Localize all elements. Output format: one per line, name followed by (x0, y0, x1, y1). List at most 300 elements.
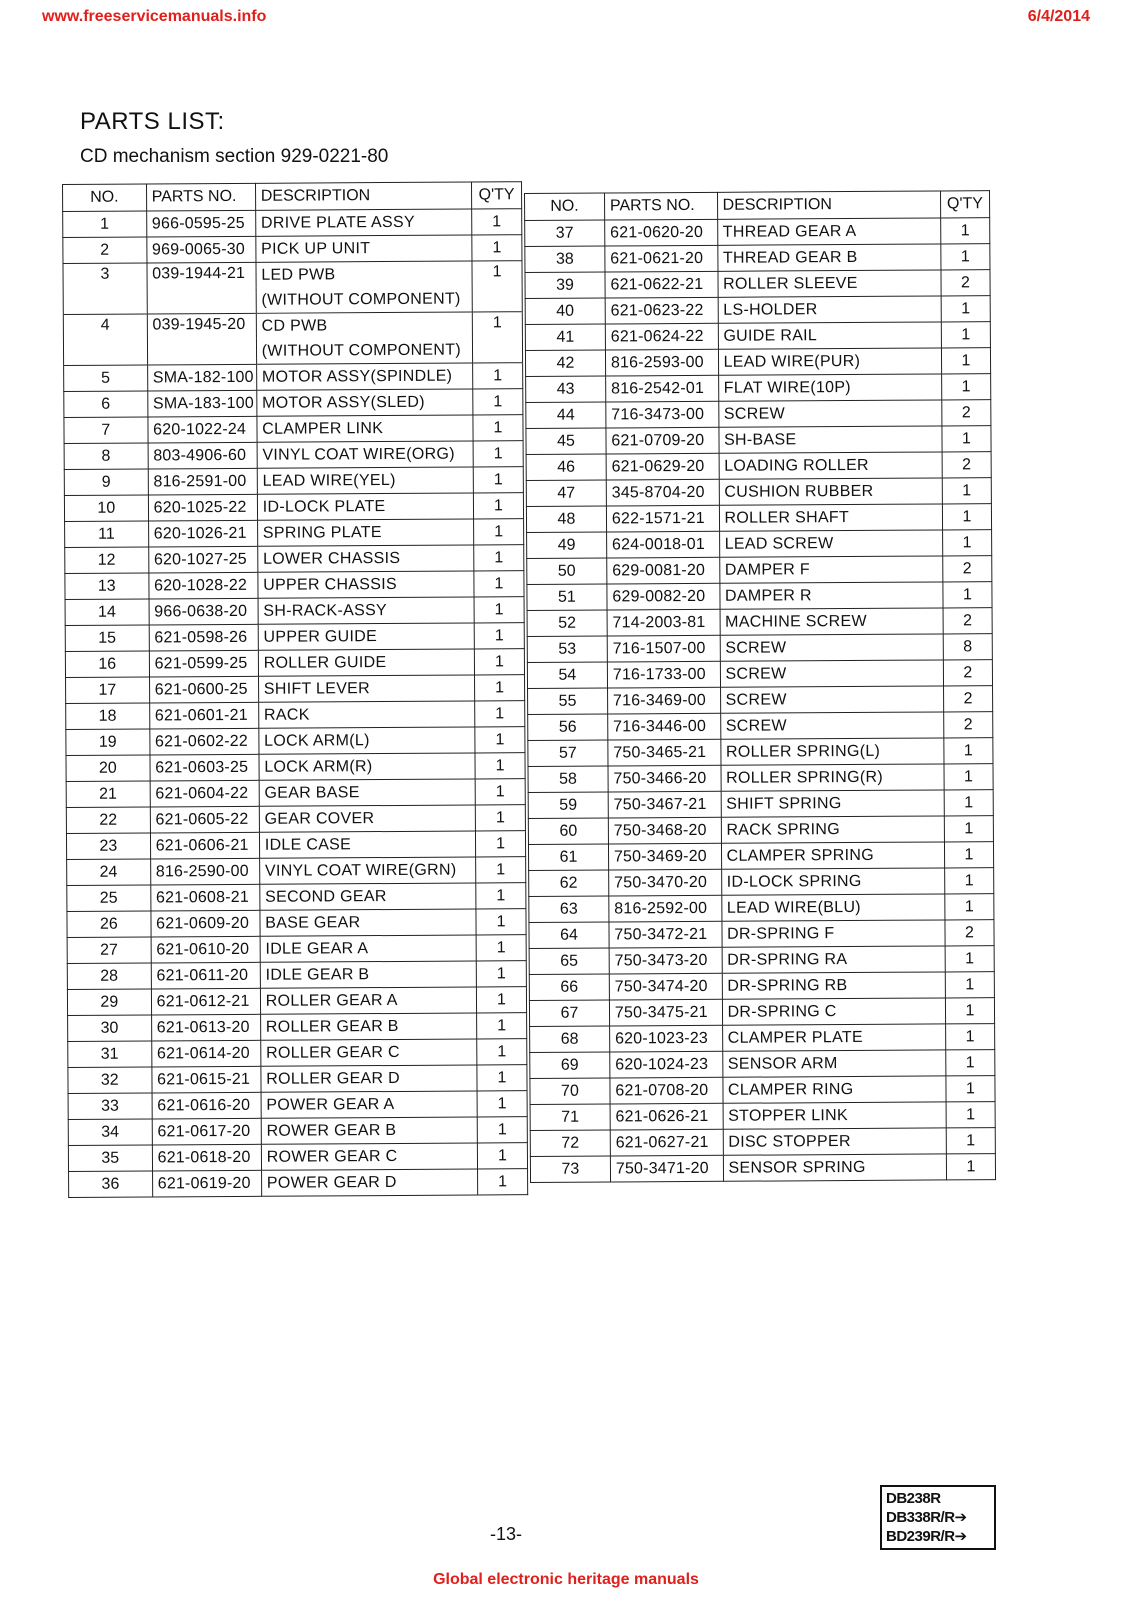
part-number-cell: 750-3469-20 (608, 843, 721, 870)
description-cell: LED PWB (256, 261, 472, 288)
description-cell: GUIDE RAIL (718, 322, 941, 349)
description-cell-continued: (WITHOUT COMPONENT) (256, 286, 472, 313)
part-no-cell: 44 (526, 402, 606, 428)
qty-cell: 1 (477, 1091, 527, 1117)
qty-cell: 1 (473, 415, 523, 441)
part-number-cell: 621-0709-20 (606, 427, 719, 454)
description-cell: ROWER GEAR C (261, 1143, 477, 1170)
description-cell: ID-LOCK PLATE (257, 493, 473, 520)
part-no-cell: 6 (64, 391, 148, 418)
qty-cell: 1 (477, 1013, 527, 1039)
description-cell: LEAD WIRE(PUR) (718, 348, 941, 375)
qty-cell: 1 (944, 764, 993, 790)
table-row (525, 322, 990, 351)
part-number-cell: 621-0600-25 (149, 676, 258, 703)
part-number-cell: 620-1026-21 (148, 520, 257, 547)
part-no-cell: 46 (526, 454, 606, 480)
description-cell: THREAD GEAR B (717, 244, 940, 271)
part-number-cell: 714-2003-81 (607, 609, 720, 636)
part-no-cell: 32 (68, 1067, 152, 1094)
part-no-cell: 67 (529, 1000, 609, 1026)
part-number-cell: 816-2592-00 (609, 895, 722, 922)
part-number-cell: 620-1023-23 (609, 1025, 722, 1052)
part-no-cell: 72 (530, 1130, 610, 1156)
table-row (64, 389, 523, 418)
part-no-cell: 14 (65, 599, 149, 626)
qty-cell: 1 (477, 1039, 527, 1065)
part-number-cell: 621-0604-22 (150, 780, 259, 807)
column-header-no: NO. (525, 193, 605, 220)
table-row (63, 235, 522, 264)
qty-cell: 1 (940, 218, 989, 244)
part-number-cell: 621-0708-20 (610, 1077, 723, 1104)
description-cell: IDLE GEAR B (260, 961, 476, 988)
part-number-cell: 716-1733-00 (607, 661, 720, 688)
qty-cell: 1 (941, 244, 990, 270)
part-no-cell: 52 (527, 610, 607, 636)
table-row (527, 660, 992, 689)
part-number-cell: 750-3475-21 (609, 999, 722, 1026)
part-no-cell: 31 (68, 1041, 152, 1068)
parts-table-right (524, 190, 996, 1183)
description-cell: ROLLER GEAR A (260, 987, 476, 1014)
column-header-no: NO. (63, 184, 147, 212)
part-number-cell: 803-4906-60 (148, 442, 257, 469)
part-no-cell: 30 (68, 1015, 152, 1042)
part-no-cell: 53 (527, 636, 607, 662)
description-cell: SPRING PLATE (257, 519, 473, 546)
table-row (65, 597, 524, 626)
part-no-cell: 36 (69, 1171, 153, 1198)
table-row (63, 261, 522, 289)
table-row (65, 649, 524, 678)
table-row (66, 831, 525, 860)
part-number-cell: 621-0629-20 (606, 453, 719, 480)
qty-cell: 2 (943, 556, 992, 582)
part-number-cell: 621-0605-22 (150, 806, 259, 833)
description-cell: VINYL COAT WIRE(ORG) (257, 441, 473, 468)
qty-cell: 1 (941, 348, 990, 374)
qty-cell: 1 (473, 493, 523, 519)
part-no-cell: 61 (528, 844, 608, 870)
description-cell: POWER GEAR A (261, 1091, 477, 1118)
part-number-cell: 621-0617-20 (152, 1118, 261, 1145)
part-no-cell: 49 (527, 532, 607, 558)
table-row (63, 312, 522, 340)
part-number-cell: 620-1025-22 (148, 494, 257, 521)
table-row (66, 753, 525, 782)
part-no-cell: 9 (64, 469, 148, 496)
description-cell: LOCK ARM(L) (259, 727, 475, 754)
qty-cell: 1 (946, 1076, 995, 1102)
description-cell: ROLLER GUIDE (258, 649, 474, 676)
qty-cell: 1 (941, 374, 990, 400)
table-row (65, 571, 524, 600)
part-number-cell: 621-0620-20 (605, 219, 718, 246)
qty-cell: 2 (943, 686, 992, 712)
part-no-cell: 5 (64, 365, 148, 392)
description-cell: SH-RACK-ASSY (258, 597, 474, 624)
qty-cell: 1 (477, 1117, 527, 1143)
part-number-cell: 750-3466-20 (608, 765, 721, 792)
table-row (66, 779, 525, 808)
qty-cell: 1 (473, 467, 523, 493)
part-no-cell: 33 (68, 1093, 152, 1120)
description-cell: DAMPER F (719, 556, 942, 583)
table-header-row (63, 182, 522, 212)
part-number-cell: 750-3465-21 (608, 739, 721, 766)
description-cell: SENSOR ARM (722, 1050, 945, 1077)
part-number-cell: 621-0627-21 (610, 1129, 723, 1156)
qty-cell: 1 (474, 597, 524, 623)
part-no-cell: 4 (63, 314, 147, 366)
part-no-cell: 38 (525, 246, 605, 272)
part-no-cell: 11 (65, 521, 149, 548)
column-header-description: DESCRIPTION (255, 182, 471, 210)
table-row (526, 504, 991, 533)
table-row (68, 1117, 527, 1146)
part-number-cell: 621-0615-21 (152, 1066, 261, 1093)
part-number-cell: 816-2590-00 (150, 858, 259, 885)
part-no-cell: 42 (525, 350, 605, 376)
description-cell: RACK (258, 701, 474, 728)
table-row (527, 608, 992, 637)
part-no-cell: 26 (67, 911, 151, 938)
qty-cell: 2 (943, 660, 992, 686)
part-no-cell: 2 (63, 237, 147, 264)
qty-cell: 1 (476, 935, 526, 961)
description-cell: CUSHION RUBBER (719, 478, 942, 505)
qty-cell: 2 (943, 712, 992, 738)
description-cell: ROLLER SPRING(L) (720, 738, 943, 765)
description-cell: DAMPER R (719, 582, 942, 609)
description-cell: IDLE GEAR A (260, 935, 476, 962)
part-number-cell: 621-0623-22 (605, 297, 718, 324)
part-number-cell: 621-0599-25 (149, 650, 258, 677)
table-row (68, 1039, 527, 1068)
qty-cell: 1 (941, 296, 990, 322)
description-cell: FLAT WIRE(10P) (718, 374, 941, 401)
part-no-cell: 12 (65, 547, 149, 574)
description-cell: ID-LOCK SPRING (721, 868, 944, 895)
table-row (64, 415, 523, 444)
description-cell: SHIFT SPRING (721, 790, 944, 817)
qty-cell: 1 (945, 894, 994, 920)
part-no-cell: 51 (527, 584, 607, 610)
description-cell: DR-SPRING C (722, 998, 945, 1025)
footer-text: Global electronic heritage manuals (433, 1571, 699, 1588)
part-number-cell: 621-0608-21 (150, 884, 259, 911)
qty-cell: 1 (473, 389, 523, 415)
description-cell: SCREW (720, 686, 943, 713)
description-cell: SH-BASE (718, 426, 941, 453)
qty-cell: 1 (474, 675, 524, 701)
part-number-cell: 816-2591-00 (148, 468, 257, 495)
description-cell: CD PWB (256, 312, 472, 339)
qty-cell: 1 (478, 1169, 528, 1195)
table-row (525, 244, 990, 273)
part-no-cell: 17 (66, 677, 150, 704)
part-no-cell: 23 (66, 833, 150, 860)
part-no-cell: 25 (67, 885, 151, 912)
part-number-cell: 620-1028-22 (149, 572, 258, 599)
table-row (66, 701, 525, 730)
part-number-cell: 750-3474-20 (609, 973, 722, 1000)
qty-cell: 2 (942, 400, 991, 426)
description-cell: ROLLER GEAR C (260, 1039, 476, 1066)
part-number-cell: 621-0610-20 (151, 936, 260, 963)
part-no-cell: 57 (528, 740, 608, 766)
qty-cell: 1 (476, 987, 526, 1013)
description-cell: DR-SPRING RB (722, 972, 945, 999)
table-row (64, 467, 523, 496)
description-cell: VINYL COAT WIRE(GRN) (259, 857, 475, 884)
description-cell: DRIVE PLATE ASSY (255, 209, 471, 236)
table-row (64, 441, 523, 470)
qty-cell: 1 (475, 701, 525, 727)
table-row (529, 920, 994, 949)
part-no-cell: 47 (526, 480, 606, 506)
part-number-cell: 621-0621-20 (605, 245, 718, 272)
parts-table-body (63, 209, 528, 1198)
table-row (525, 218, 990, 247)
description-cell: SENSOR SPRING (723, 1154, 946, 1181)
description-cell: MOTOR ASSY(SLED) (257, 389, 473, 416)
description-cell: SCREW (720, 660, 943, 687)
description-cell: LOWER CHASSIS (257, 545, 473, 572)
part-number-cell: 750-3473-20 (609, 947, 722, 974)
part-number-cell: 621-0603-25 (150, 754, 259, 781)
part-no-cell: 45 (526, 428, 606, 454)
part-number-cell: 969-0065-30 (146, 236, 255, 263)
table-row (530, 1154, 995, 1183)
qty-cell: 1 (944, 816, 993, 842)
description-cell: LOCK ARM(R) (259, 753, 475, 780)
part-no-cell: 71 (530, 1104, 610, 1130)
part-no-cell: 60 (528, 818, 608, 844)
part-no-cell: 20 (66, 755, 150, 782)
model-label: DB238R (886, 1490, 941, 1507)
page-number: -13- (490, 1524, 523, 1544)
table-row (67, 987, 526, 1016)
part-number-cell: 621-0624-22 (605, 323, 718, 350)
qty-cell: 1 (946, 1102, 995, 1128)
part-no-cell: 15 (65, 625, 149, 652)
table-row (65, 623, 524, 652)
part-no-cell: 10 (64, 495, 148, 522)
part-number-cell: 629-0082-20 (607, 583, 720, 610)
table-row (67, 961, 526, 990)
part-number-cell: 716-3469-00 (607, 687, 720, 714)
description-cell: DR-SPRING F (721, 920, 944, 947)
qty-cell: 2 (941, 270, 990, 296)
qty-cell: 1 (474, 571, 524, 597)
table-row (68, 1143, 527, 1172)
qty-cell: 2 (945, 920, 994, 946)
part-number-cell: 621-0601-21 (149, 702, 258, 729)
part-number-cell: 716-3473-00 (606, 401, 719, 428)
part-number-cell: 966-0595-25 (146, 210, 255, 237)
description-cell: SCREW (720, 712, 943, 739)
qty-cell: 1 (472, 235, 522, 261)
table-row (68, 1091, 527, 1120)
qty-cell: 1 (945, 946, 994, 972)
description-cell: PICK UP UNIT (256, 235, 472, 262)
part-no-cell: 69 (530, 1052, 610, 1078)
table-row (528, 712, 993, 741)
part-no-cell: 28 (67, 963, 151, 990)
part-number-cell: 621-0598-26 (149, 624, 258, 651)
part-no-cell: 64 (529, 922, 609, 948)
table-row (67, 857, 526, 886)
description-cell: ROLLER SPRING(R) (721, 764, 944, 791)
table-row (530, 1128, 995, 1157)
part-number-cell: 621-0611-20 (151, 962, 260, 989)
description-cell: CLAMPER PLATE (722, 1024, 945, 1051)
part-no-cell: 50 (527, 558, 607, 584)
description-cell: STOPPER LINK (723, 1102, 946, 1129)
part-number-cell: 716-1507-00 (607, 635, 720, 662)
model-label-box (880, 1485, 996, 1550)
part-no-cell: 66 (529, 974, 609, 1000)
table-row (529, 972, 994, 1001)
description-cell: RACK SPRING (721, 816, 944, 843)
table-row (530, 1076, 995, 1105)
qty-cell: 1 (473, 441, 523, 467)
table-row (67, 883, 526, 912)
part-number-cell: 750-3470-20 (609, 869, 722, 896)
table-row (525, 296, 990, 325)
table-row (529, 946, 994, 975)
part-number-cell: 750-3471-20 (610, 1155, 723, 1182)
part-no-cell: 58 (528, 766, 608, 792)
part-number-cell: 621-0616-20 (152, 1092, 261, 1119)
description-cell: ROLLER SHAFT (719, 504, 942, 531)
part-number-cell: 621-0618-20 (152, 1144, 261, 1171)
description-cell: CLAMPER RING (722, 1076, 945, 1103)
table-row (67, 935, 526, 964)
qty-cell: 1 (944, 868, 993, 894)
table-row (527, 582, 992, 611)
description-cell: LEAD WIRE(BLU) (721, 894, 944, 921)
part-no-cell: 27 (67, 937, 151, 964)
table-row (525, 270, 990, 299)
part-no-cell: 1 (63, 211, 147, 238)
website-link[interactable]: www.freeservicemanuals.info (42, 8, 267, 25)
qty-cell: 2 (942, 452, 991, 478)
part-number-cell: 750-3467-21 (608, 791, 721, 818)
part-no-cell: 62 (529, 870, 609, 896)
part-no-cell: 55 (528, 688, 608, 714)
qty-cell: 1 (476, 961, 526, 987)
qty-cell: 1 (945, 998, 994, 1024)
qty-cell: 1 (474, 649, 524, 675)
qty-cell: 1 (946, 1050, 995, 1076)
part-number-cell: 620-1027-25 (148, 546, 257, 573)
qty-cell: 1 (475, 779, 525, 805)
part-number-cell: 621-0602-22 (149, 728, 258, 755)
qty-cell: 1 (477, 1065, 527, 1091)
qty-cell: 1 (476, 857, 526, 883)
part-no-cell: 7 (64, 417, 148, 444)
qty-cell: 1 (475, 805, 525, 831)
description-cell: MACHINE SCREW (720, 608, 943, 635)
qty-cell: 1 (472, 312, 522, 363)
description-cell: ROLLER GEAR D (261, 1065, 477, 1092)
qty-cell: 1 (474, 623, 524, 649)
part-number-cell: 624-0018-01 (606, 531, 719, 558)
part-no-cell: 39 (525, 272, 605, 298)
part-no-cell: 59 (528, 792, 608, 818)
description-cell: LOADING ROLLER (719, 452, 942, 479)
description-cell: BASE GEAR (260, 909, 476, 936)
table-row (68, 1013, 527, 1042)
part-no-cell: 34 (68, 1119, 152, 1146)
description-cell: LEAD SCREW (719, 530, 942, 557)
qty-cell: 1 (472, 261, 522, 312)
part-no-cell: 40 (525, 298, 605, 324)
qty-cell: 1 (942, 426, 991, 452)
description-cell: SECOND GEAR (260, 883, 476, 910)
table-row (529, 868, 994, 897)
description-cell-continued: (WITHOUT COMPONENT) (256, 337, 472, 364)
part-no-cell: 41 (525, 324, 605, 350)
part-number-cell: 622-1571-21 (606, 505, 719, 532)
qty-cell: 1 (944, 842, 993, 868)
table-row (65, 519, 524, 548)
table-row (528, 842, 993, 871)
table-row (528, 816, 993, 845)
header-date: 6/4/2014 (1027, 8, 1090, 25)
part-no-cell: 13 (65, 573, 149, 600)
parts-table-body (525, 218, 996, 1183)
qty-cell: 8 (943, 634, 992, 660)
table-row (528, 764, 993, 793)
qty-cell: 1 (945, 1024, 994, 1050)
column-header-parts-no: PARTS NO. (604, 192, 717, 220)
table-row (529, 998, 994, 1027)
table-row (65, 545, 524, 574)
description-cell: UPPER CHASSIS (258, 571, 474, 598)
table-row (64, 363, 523, 392)
description-cell: DR-SPRING RA (722, 946, 945, 973)
description-cell: GEAR BASE (259, 779, 475, 806)
part-no-cell: 22 (66, 807, 150, 834)
description-cell: MOTOR ASSY(SPINDLE) (256, 363, 472, 390)
part-number-cell: 620-1022-24 (148, 416, 257, 443)
part-no-cell: 48 (526, 506, 606, 532)
description-cell: DISC STOPPER (723, 1128, 946, 1155)
part-no-cell: 63 (529, 896, 609, 922)
part-number-cell: 345-8704-20 (606, 479, 719, 506)
part-number-cell: 966-0638-20 (149, 598, 258, 625)
part-number-cell: 039-1945-20 (147, 313, 256, 365)
qty-cell: 1 (475, 753, 525, 779)
part-number-cell: 621-0609-20 (151, 910, 260, 937)
qty-cell: 1 (474, 519, 524, 545)
part-number-cell: 621-0613-20 (151, 1014, 260, 1041)
part-number-cell: 816-2593-00 (605, 349, 718, 376)
part-no-cell: 18 (66, 703, 150, 730)
description-cell: POWER GEAR D (261, 1169, 477, 1196)
parts-table-left (62, 181, 528, 1198)
part-number-cell: 750-3468-20 (608, 817, 721, 844)
part-no-cell: 70 (530, 1078, 610, 1104)
table-row (528, 738, 993, 767)
column-header-description: DESCRIPTION (717, 191, 940, 219)
part-number-cell: 621-0619-20 (152, 1170, 261, 1197)
part-no-cell: 65 (529, 948, 609, 974)
